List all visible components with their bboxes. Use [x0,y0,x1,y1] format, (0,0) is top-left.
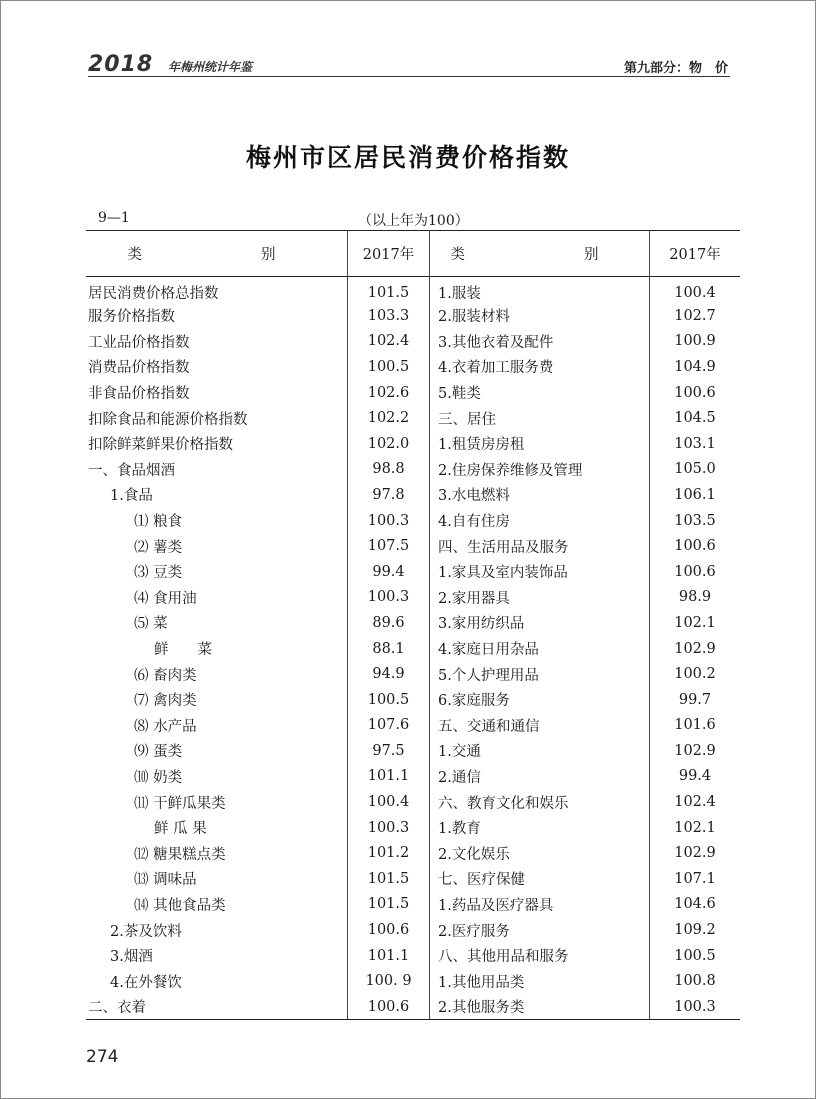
value-right: 103.1 [674,435,716,452]
category-right: 三、居住 [430,405,650,431]
category-left: ⑺ 禽肉类 [134,693,197,710]
column-header-category-right: 类 别 [430,231,650,277]
category-right: 2.其他服务类 [430,994,650,1020]
category-right: 2.通信 [430,764,650,790]
value-left: 98.8 [348,457,430,483]
table-row [86,277,740,304]
table-row [86,917,740,943]
value-left: 94.9 [348,661,430,687]
table-body [86,277,740,1020]
category-right: 4.自有住房 [430,508,650,534]
value-right: 100.5 [674,947,716,964]
category-right: 1.服装 [430,277,650,304]
category-left: 扣除食品和能源价格指数 [88,411,248,428]
value-right: 104.6 [674,896,716,913]
header-book-title: 年梅州统计年鉴 [168,60,253,74]
table-row [86,329,740,355]
table-row [86,636,740,662]
category-left: ⑿ 糖果糕点类 [134,846,226,863]
category-right: 1.教育 [430,815,650,841]
table-row [86,738,740,764]
value-left: 99.4 [348,559,430,585]
value-right: 100.4 [674,284,716,301]
column-header-category-left: 类 别 [86,231,348,277]
category-right: 1.租赁房房租 [430,431,650,457]
running-header [88,52,730,77]
category-left: 4.在外餐饮 [110,974,182,991]
category-left: 1.食品 [110,488,153,505]
table-row [86,559,740,585]
column-header-year-left: 2017年 [348,231,430,277]
table-note: （以上年为100） [358,213,469,229]
category-right: 1.药品及医疗器具 [430,892,650,918]
table-row [86,661,740,687]
table-row [86,866,740,892]
table-row [86,431,740,457]
category-left: ⑴ 粮食 [134,514,183,531]
category-left: 工业品价格指数 [88,334,190,351]
value-right: 102.9 [674,742,716,759]
value-left: 101.5 [348,277,430,304]
category-left: ⑾ 干鲜瓜果类 [134,795,226,812]
table-row [86,764,740,790]
table-row [86,610,740,636]
value-left: 100.3 [348,815,430,841]
value-right: 101.6 [674,717,716,734]
table-row [86,303,740,329]
header-section: 第九部分：物 价 [623,61,728,76]
category-right: 5.鞋类 [430,380,650,406]
category-left: ⑼ 蛋类 [134,744,183,761]
value-right: 98.9 [678,589,712,606]
value-left: 100.3 [348,508,430,534]
category-left: 鲜 菜 [154,642,212,659]
category-right: 4.家庭日用杂品 [430,636,650,662]
table-row [86,354,740,380]
category-left: ⒁ 其他食品类 [134,897,226,914]
value-left: 97.5 [348,738,430,764]
value-left: 103.3 [348,303,430,329]
category-left: 2.茶及饮料 [110,923,182,940]
value-left: 100.4 [348,789,430,815]
value-left: 88.1 [348,636,430,662]
value-right: 103.5 [674,512,716,529]
price-index-table [86,230,740,1020]
category-left: ⑵ 薯类 [134,539,183,556]
category-left: ⑸ 菜 [134,616,168,633]
value-left: 102.0 [348,431,430,457]
value-right: 105.0 [674,461,716,478]
value-left: 107.5 [348,533,430,559]
category-left: ⒀ 调味品 [134,872,197,889]
category-left: ⑹ 畜肉类 [134,667,197,684]
table-row [86,380,740,406]
table-header-row [86,231,740,277]
category-right: 3.水电燃料 [430,482,650,508]
value-right: 102.1 [674,819,716,836]
category-left: ⑽ 奶类 [134,769,183,786]
value-left: 101.5 [348,892,430,918]
category-right: 1.其他用品类 [430,968,650,994]
category-right: 6.家庭服务 [430,687,650,713]
category-right: 5.个人护理用品 [430,661,650,687]
table-row [86,405,740,431]
column-header-year-right: 2017年 [650,231,741,277]
value-left: 100.5 [348,354,430,380]
value-right: 102.1 [674,614,716,631]
value-right: 100.8 [674,973,716,990]
value-right: 102.9 [674,845,716,862]
table-row [86,789,740,815]
value-left: 102.6 [348,380,430,406]
value-right: 107.1 [674,870,716,887]
category-left: 二、衣着 [86,994,348,1020]
value-left: 100.5 [348,687,430,713]
category-left: ⑶ 豆类 [134,565,183,582]
category-left: 消费品价格指数 [88,360,190,377]
page-title: 梅州市区居民消费价格指数 [245,143,570,172]
value-left: 100.6 [348,994,430,1020]
category-right: 2.服装材料 [430,303,650,329]
page-number: 274 [86,1047,119,1067]
table-number: 9—1 [98,210,130,226]
value-left: 100.6 [348,917,430,943]
value-right: 100.3 [650,994,741,1020]
value-right: 100.6 [674,384,716,401]
value-left: 97.8 [348,482,430,508]
value-left: 102.2 [348,405,430,431]
category-right: 3.家用纺织品 [430,610,650,636]
value-left: 101.5 [348,866,430,892]
value-left: 101.1 [348,943,430,969]
category-right: 2.文化娱乐 [430,840,650,866]
category-right: 六、教育文化和娱乐 [430,789,650,815]
table-row [86,892,740,918]
table-row [86,994,740,1020]
category-left: 居民消费价格总指数 [88,286,219,302]
value-left: 107.6 [348,713,430,739]
table-row [86,687,740,713]
value-right: 100.2 [674,666,716,683]
value-left: 101.2 [348,840,430,866]
category-left: 一、食品烟酒 [88,462,175,479]
header-year: 2018 [88,52,154,77]
category-left: ⑷ 食用油 [134,590,197,607]
table-row [86,482,740,508]
category-right: 七、医疗保健 [430,866,650,892]
table-row [86,508,740,534]
value-right: 100.6 [674,538,716,555]
value-right: 100.9 [674,333,716,350]
value-right: 102.4 [674,794,716,811]
table-row [86,533,740,559]
category-right: 1.家具及室内装饰品 [430,559,650,585]
value-left: 102.4 [348,329,430,355]
category-left: 3.烟酒 [110,949,153,966]
category-right: 五、交通和通信 [430,713,650,739]
table-row [86,943,740,969]
table-row [86,457,740,483]
category-right: 四、生活用品及服务 [430,533,650,559]
value-right: 102.9 [674,640,716,657]
table-row [86,815,740,841]
category-right: 2.医疗服务 [430,917,650,943]
category-left: 鲜 瓜 果 [154,821,207,838]
table-row [86,968,740,994]
value-right: 109.2 [674,922,716,939]
value-left: 89.6 [348,610,430,636]
category-right: 3.其他衣着及配件 [430,329,650,355]
value-right: 104.9 [674,358,716,375]
value-left: 100.3 [348,585,430,611]
value-right: 104.5 [674,410,716,427]
table-row [86,840,740,866]
value-right: 100.6 [674,563,716,580]
value-left: 101.1 [348,764,430,790]
category-right: 八、其他用品和服务 [430,943,650,969]
value-right: 99.4 [678,768,712,785]
table-row [86,713,740,739]
category-right: 1.交通 [430,738,650,764]
value-right: 102.7 [674,307,716,324]
table-row [86,585,740,611]
category-left: 非食品价格指数 [88,386,190,403]
value-right: 106.1 [674,486,716,503]
category-left: 服务价格指数 [88,309,175,326]
category-right: 2.家用器具 [430,585,650,611]
category-right: 2.住房保养维修及管理 [430,457,650,483]
value-left: 100. 9 [348,968,430,994]
category-left: ⑻ 水产品 [134,718,197,735]
value-right: 99.7 [678,691,712,708]
category-left: 扣除鲜菜鲜果价格指数 [88,437,233,454]
category-right: 4.衣着加工服务费 [430,354,650,380]
